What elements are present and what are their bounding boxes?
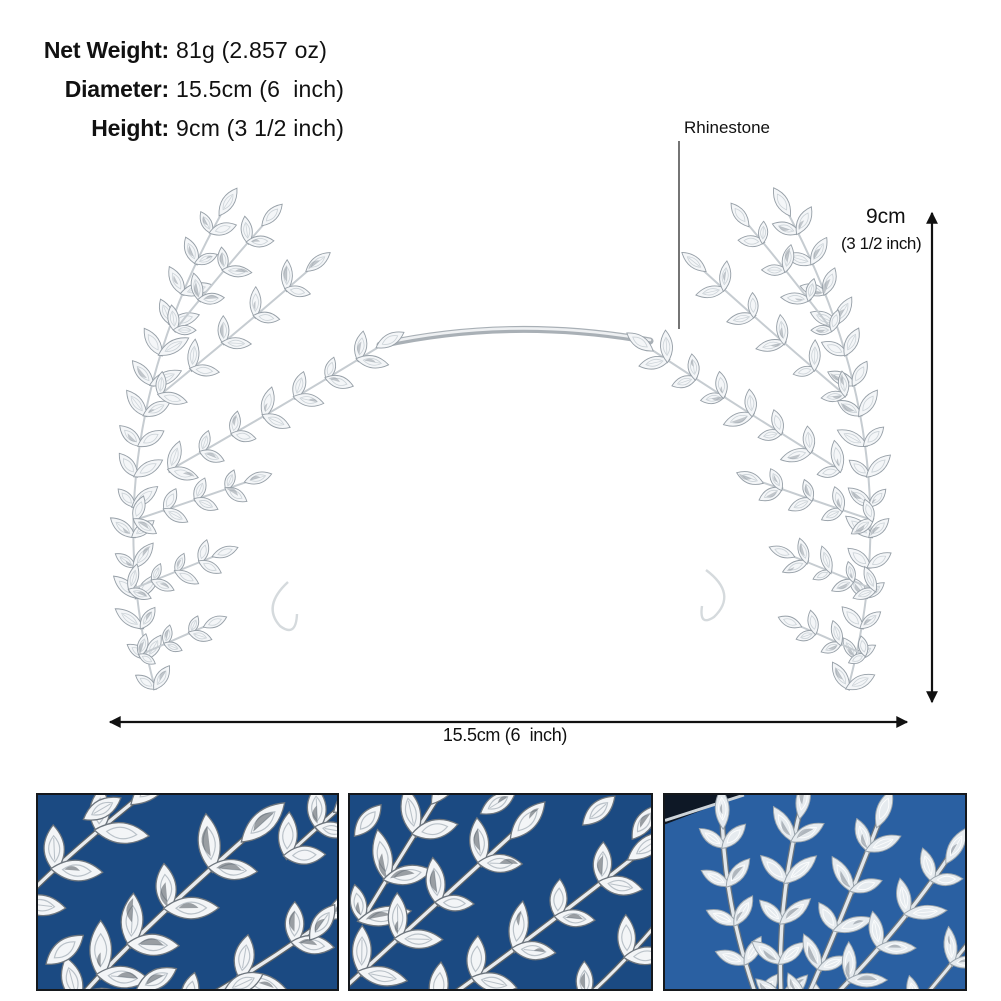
spec-label: Height:: [91, 115, 169, 141]
detail-photo-rhinestone-front-1: [36, 793, 339, 991]
width-dimension-label: 15.5cm (6 inch): [442, 725, 568, 745]
spec-list: [30, 31, 344, 148]
height-dimension-detail: (3 1/2 inch): [841, 234, 922, 253]
spec-value: 9cm (3 1/2 inch): [176, 115, 345, 141]
rhinestone-callout-label: Rhinestone: [684, 118, 771, 137]
spec-row-net-weight: [30, 31, 344, 70]
detail-photo-silver-back: [663, 793, 967, 991]
spec-row-diameter: [30, 70, 344, 109]
spec-value: 81g (2.857 oz): [176, 37, 328, 63]
spec-value: 15.5cm (6 inch): [176, 76, 345, 102]
height-dimension-value: 9cm: [866, 205, 906, 228]
spec-label: Net Weight:: [43, 37, 169, 63]
spec-label: Diameter:: [64, 76, 169, 102]
detail-photo-rhinestone-front-2: [348, 793, 653, 991]
spec-row-height: [30, 109, 344, 148]
